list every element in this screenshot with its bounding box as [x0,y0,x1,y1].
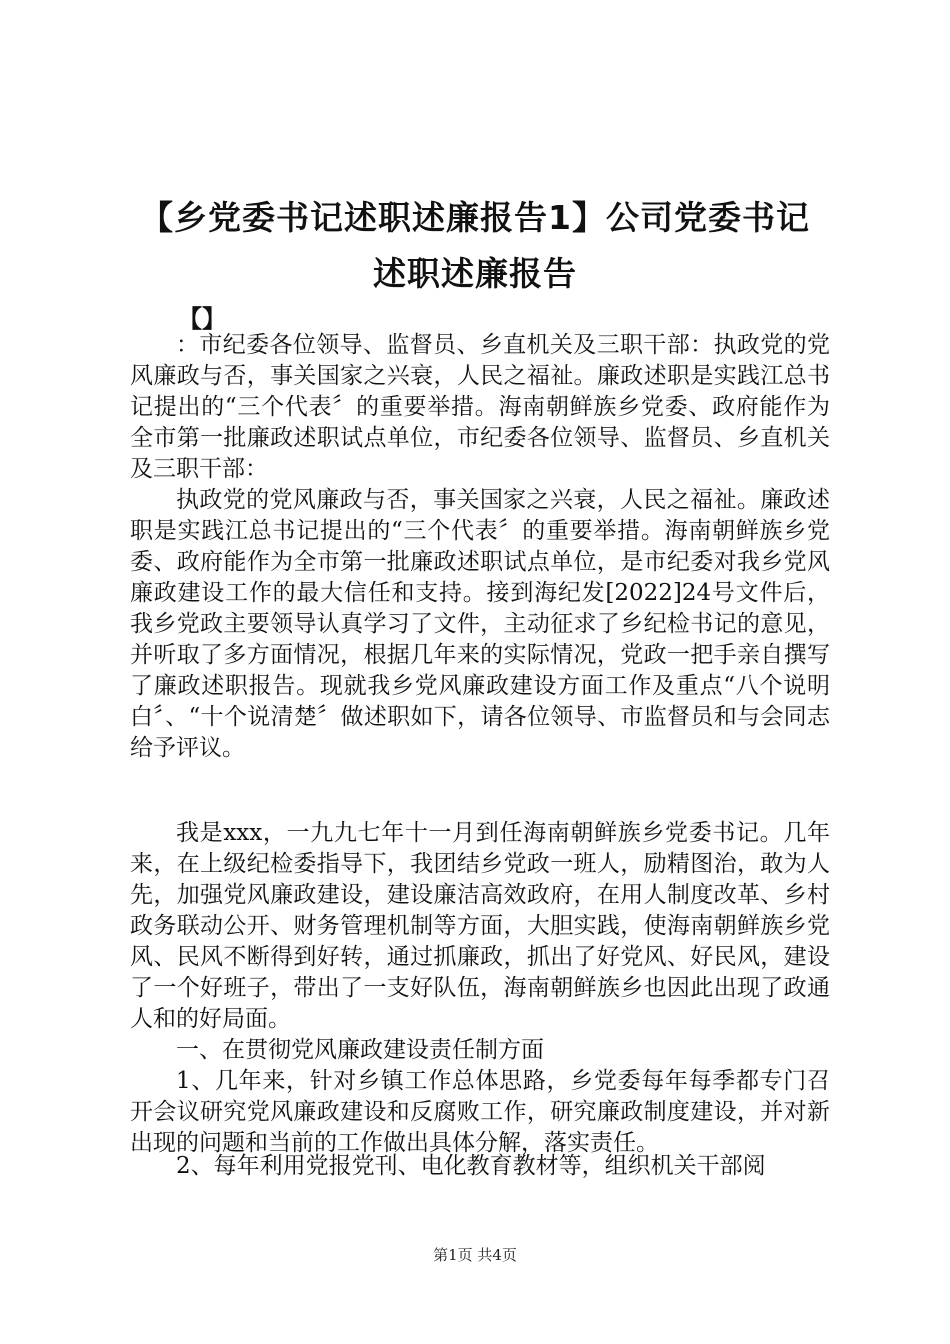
section-heading: 一、在贯彻党风廉政建设责任制方面 [176,1037,544,1063]
paragraph: ：市纪委各位领导、监督员、乡直机关及三职干部：执政党的党风廉政与否，事关国家之兴衰，人民之福祉。廉政述职是实践江总书记提出的“三个代表〞的重要举措。海南朝鲜族乡党委、政府能作为全市第一批廉政述职试点单位，市纪委各位领导、监督员、乡直机关及三职干部： [130,332,830,482]
bracket-mark: 【】 [178,305,226,333]
document-title-line-1: 【乡党委书记述职述廉报告1】公司党委书记 [140,198,810,237]
paragraph: 执政党的党风廉政与否，事关国家之兴衰，人民之福祉。廉政述职是实践江总书记提出的“三个代表〞的重要举措。海南朝鲜族乡党委、政府能作为全市第一批廉政述职试点单位，是市纪委对我乡党风廉政建设工作的最大信任和支持。接到海纪发[2022]24号文件后，我乡党政主要领导认真学习了文件，主动征求了乡纪检书记的意见，并听取了多方面情况，根据几年来的实际情况，党政一把手亲自撰写了廉政述职报告。现就我乡党风廉政建设方面工作及重点“八个说明白〞、“十个说清楚〞做述职如下，请各位领导、市监督员和与会同志给予评议。 [130,487,830,761]
paragraph: 1、几年来，针对乡镇工作总体思路，乡党委每年每季都专门召开会议研究党风廉政建设和反腐败工作，研究廉政制度建设，并对新出现的问题和当前的工作做出具体分解，落实责任。 [130,1068,830,1156]
paragraph-block-1 [130,330,830,764]
page-footer: 第1页 共4页 [433,1246,517,1264]
paragraph-block-2 [130,818,830,1159]
document-title-line-2: 述职述廉报告 [373,254,577,293]
paragraph: 2、每年利用党报党刊、电化教育教材等，组织机关干部阅 [176,1153,766,1179]
paragraph: 我是xxx，一九九七年十一月到任海南朝鲜族乡党委书记。几年来，在上级纪检委指导下，我团结乡党政一班人，励精图治，敢为人先，加强党风廉政建设，建设廉洁高效政府，在用人制度改革、乡村政务联动公开、财务管理机制等方面，大胆实践，使海南朝鲜族乡党风、民风不断得到好转，通过抓廉政，抓出了好党风、好民风，建设了一个好班子，带出了一支好队伍，海南朝鲜族乡也因此出现了政通人和的好局面。 [130,820,830,1032]
paragraph-block-3 [130,1151,830,1182]
